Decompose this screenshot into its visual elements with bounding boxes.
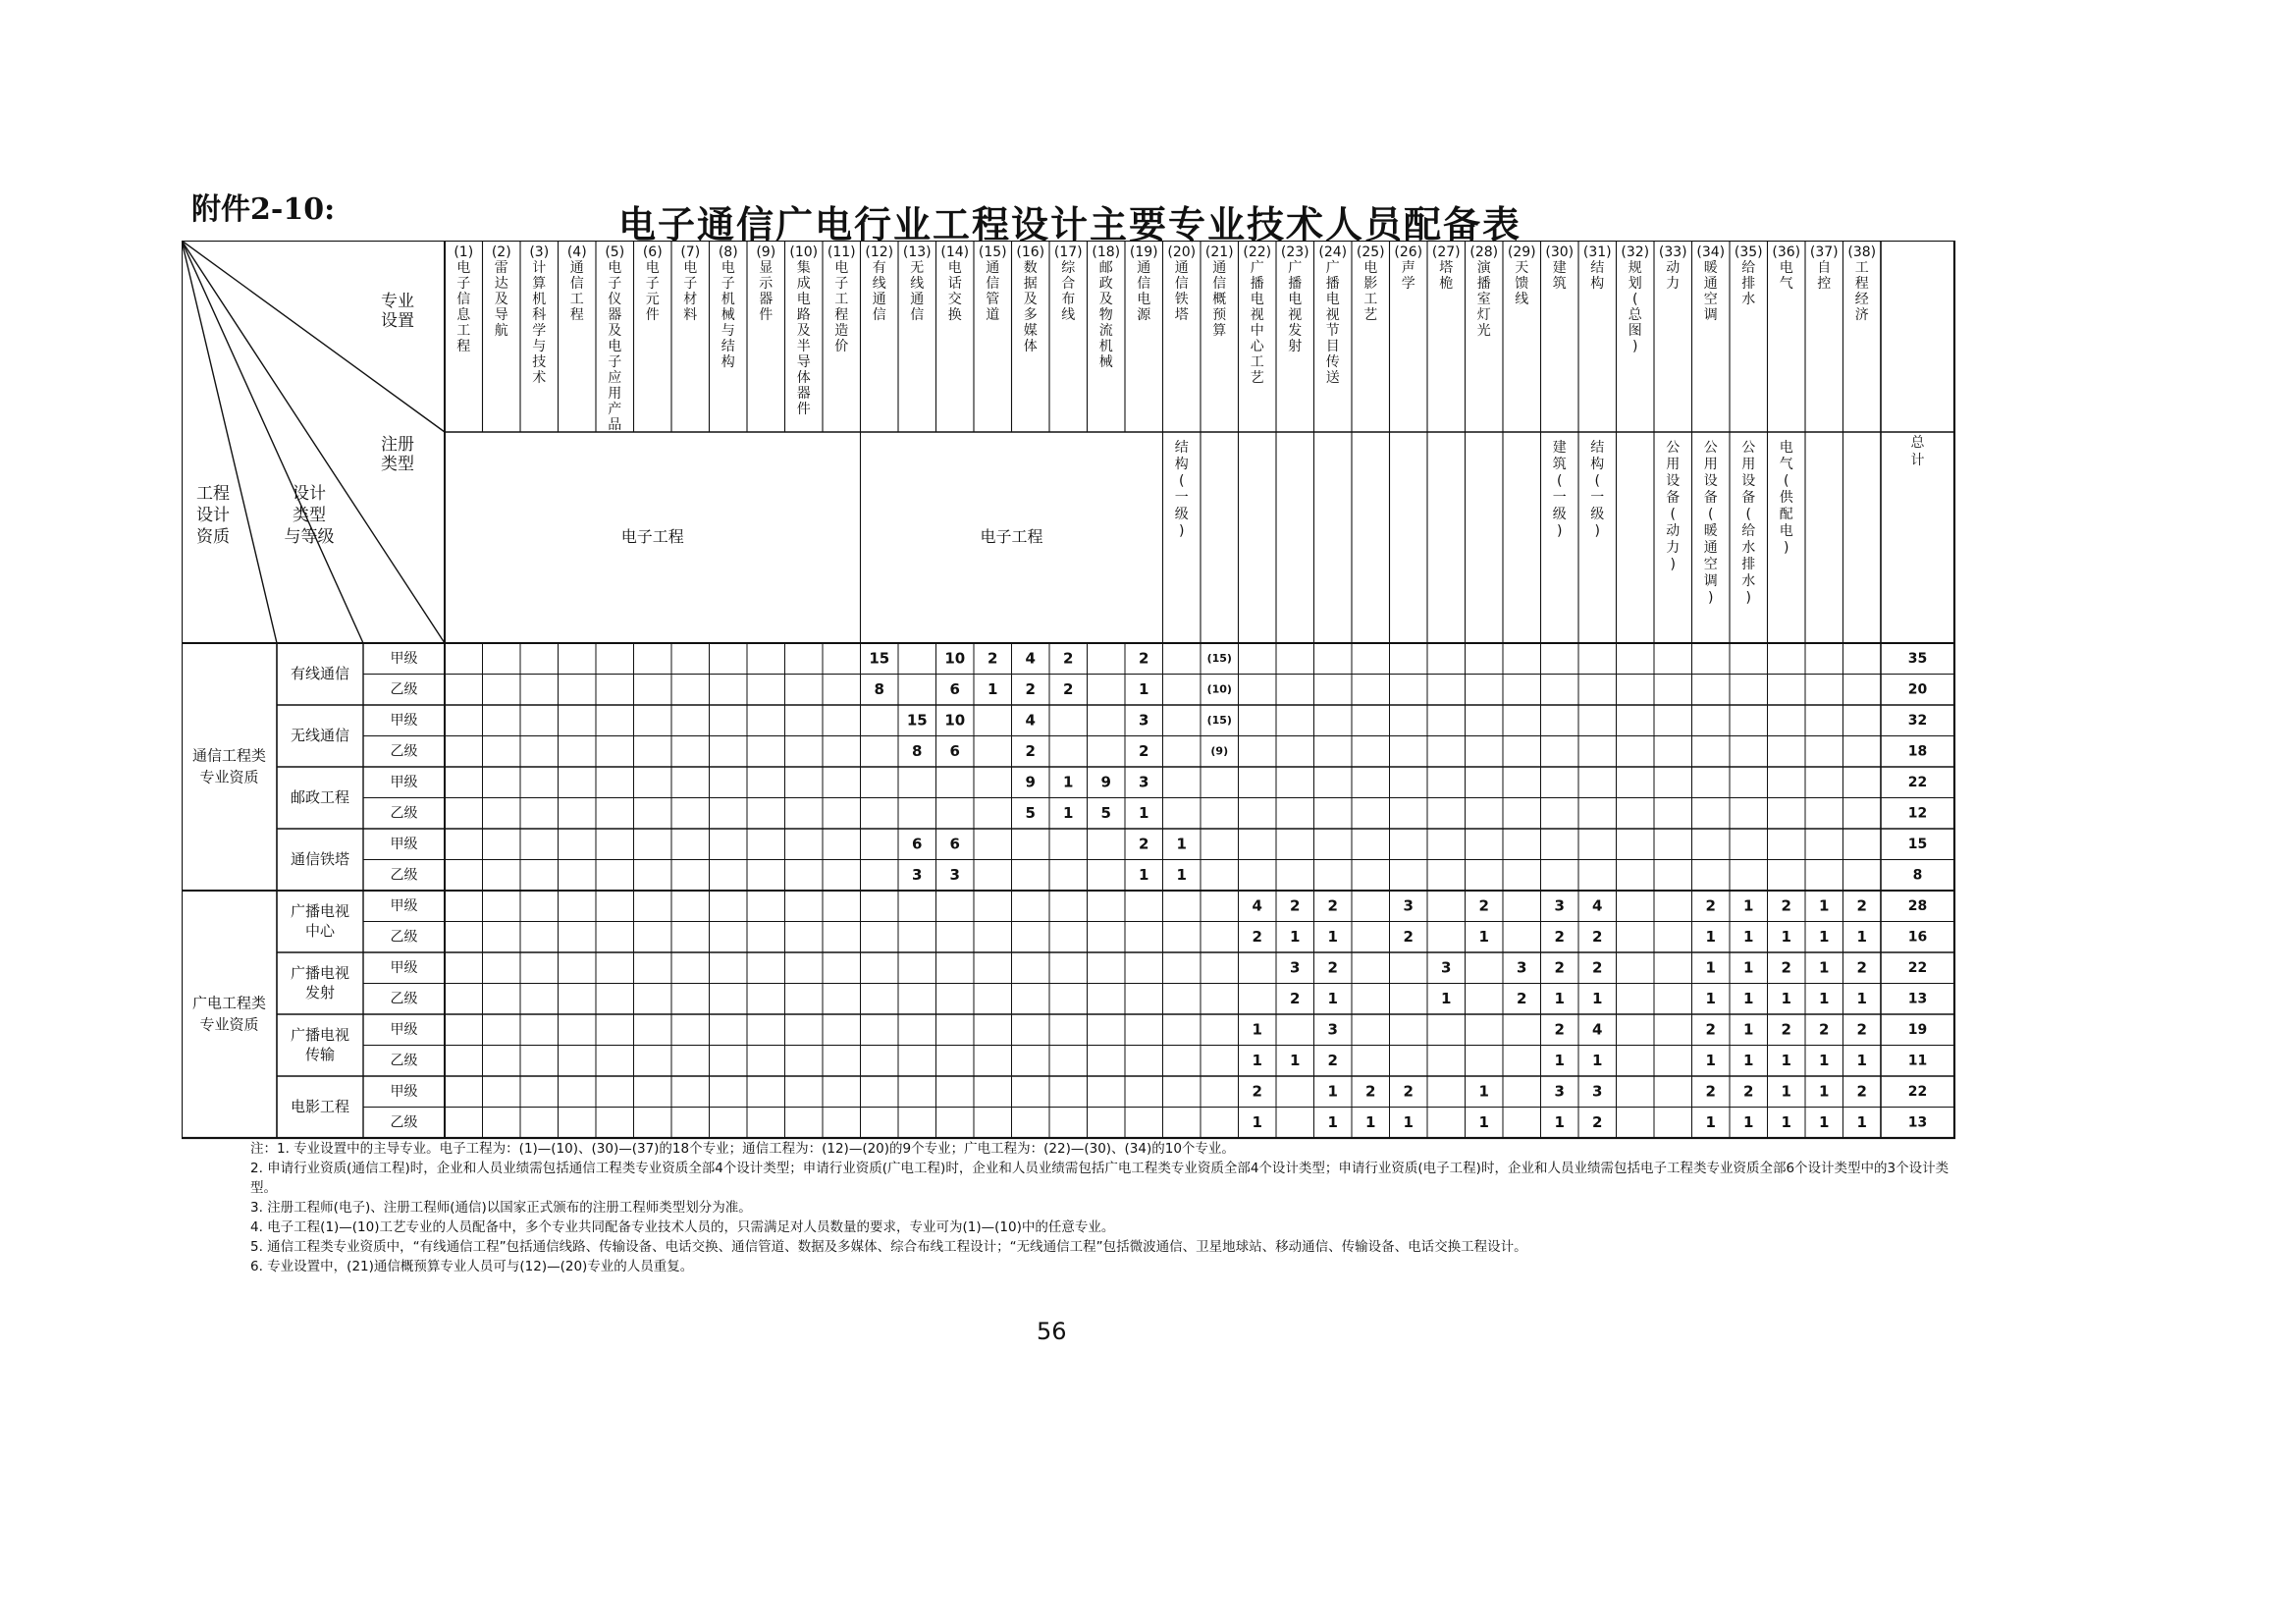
row-total: 13 [1907, 991, 1928, 1007]
cell-value: 15 [869, 649, 890, 668]
cell-value: 3 [1327, 1020, 1338, 1039]
cell-value: 2 [1592, 958, 1603, 977]
staffing-table [182, 241, 1958, 1144]
cell-value: 1 [1781, 989, 1791, 1007]
column-name: 广播电视节目传送 [1325, 260, 1340, 386]
cell-value: (15) [1206, 651, 1232, 665]
grade-label: 甲级 [390, 1083, 418, 1100]
design-type-name: 电影工程 [290, 1098, 350, 1115]
cell-value: (15) [1206, 713, 1232, 727]
column-name: 计算机科学与技术 [532, 260, 547, 386]
column-number: (16) [1016, 244, 1045, 260]
cell-value: 2 [1403, 927, 1414, 946]
column-name: 电子机械与结构 [721, 260, 735, 370]
cell-value: 2 [988, 649, 998, 668]
cell-value: 2 [1856, 1082, 1867, 1101]
design-type-name: 广播电视 [290, 1026, 350, 1044]
note-4: 4. 电子工程(1)—(10)工艺专业的人员配备中，多个专业共同配备专业技术人员的，只需满足对人员数量的要求，专业可为(1)—(10)中的任意专业。 [250, 1219, 1115, 1235]
note-3: 3. 注册工程师(电子)、注册工程师(通信)以国家正式颁布的注册工程师类型划分为准。 [250, 1200, 752, 1216]
grade-label: 甲级 [390, 836, 418, 852]
cell-value: (10) [1206, 682, 1232, 696]
cell-value: 1 [1781, 927, 1791, 946]
column-number: (20) [1167, 244, 1197, 260]
column-name: 电影工艺 [1363, 260, 1378, 323]
column-name: 自控 [1817, 260, 1832, 292]
cell-value: 4 [1252, 896, 1262, 915]
registration-label: 公用设备(给水排水) [1741, 440, 1756, 606]
cell-value: 1 [1592, 989, 1603, 1007]
column-number: (24) [1318, 244, 1348, 260]
cell-value: 1 [1554, 1112, 1565, 1131]
grade-label: 乙级 [390, 867, 418, 884]
cell-value: 2 [1592, 1112, 1603, 1131]
grade-label: 乙级 [390, 991, 418, 1007]
grade-label: 甲级 [390, 712, 418, 729]
column-name: 演播室灯光 [1476, 260, 1491, 339]
column-number: (23) [1280, 244, 1309, 260]
column-number: (6) [642, 244, 663, 260]
cell-value: 2 [1705, 1082, 1716, 1101]
column-name: 电子元件 [645, 260, 660, 323]
column-number: (31) [1582, 244, 1612, 260]
row-total: 22 [1907, 774, 1928, 790]
design-type-label: 设计 [293, 484, 326, 504]
cell-value: 6 [949, 741, 960, 760]
cell-value: 1 [1856, 1051, 1867, 1069]
cell-value: 2 [1781, 1020, 1791, 1039]
cell-value: 1 [1781, 1112, 1791, 1131]
column-name: 工程经济 [1854, 260, 1869, 323]
cell-value: 1 [1705, 958, 1716, 977]
specialty-setting-label: 专业 [381, 292, 414, 311]
column-number: (37) [1809, 244, 1839, 260]
cell-value: 2 [1478, 896, 1489, 915]
cell-value: 1 [1781, 1082, 1791, 1101]
column-number: (29) [1507, 244, 1536, 260]
design-type-name: 无线通信 [290, 727, 350, 744]
cell-value: 1 [1705, 1112, 1716, 1131]
cell-value: 1 [1743, 896, 1754, 915]
registration-label: 公用设备(暖通空调) [1703, 440, 1718, 606]
cell-value: 3 [1517, 958, 1527, 977]
row-total: 35 [1907, 650, 1928, 667]
column-number: (15) [978, 244, 1007, 260]
column-name: 通信工程 [569, 260, 584, 323]
grade-label: 乙级 [390, 929, 418, 946]
cell-value: 2 [1139, 835, 1149, 853]
cell-value: 1 [1819, 1082, 1830, 1101]
cell-value: 2 [1063, 679, 1074, 698]
cell-value: 1 [1856, 927, 1867, 946]
column-name: 结构 [1590, 260, 1605, 292]
corner-diagonal [182, 241, 363, 643]
cell-value: 2 [1139, 649, 1149, 668]
category-name: 广电工程类 [191, 994, 267, 1012]
column-number: (19) [1129, 244, 1158, 260]
cell-value: 1 [1290, 1051, 1301, 1069]
registration-type-label: 注册 [381, 435, 414, 455]
cell-value: 2 [1554, 1020, 1565, 1039]
cell-value: 2 [1025, 741, 1036, 760]
column-number: (8) [718, 244, 738, 260]
cell-value: 1 [1290, 927, 1301, 946]
cell-value: 2 [1290, 989, 1301, 1007]
cell-value: 1 [1403, 1112, 1414, 1131]
design-type-name: 有线通信 [290, 665, 350, 682]
design-type-name: 广播电视 [290, 964, 350, 982]
column-name: 显示器件 [759, 260, 774, 323]
cell-value: 3 [912, 865, 923, 884]
cell-value: 1 [1819, 896, 1830, 915]
cell-value: 1 [1176, 835, 1187, 853]
cell-value: 2 [1705, 896, 1716, 915]
row-total: 11 [1907, 1053, 1928, 1069]
grade-label: 乙级 [390, 805, 418, 822]
cell-value: 1 [1063, 803, 1074, 822]
cell-value: 1 [1252, 1020, 1262, 1039]
cell-value: 1 [988, 679, 998, 698]
row-total: 13 [1907, 1114, 1928, 1131]
cell-value: 3 [1139, 711, 1149, 730]
row-total: 22 [1907, 1083, 1928, 1100]
cell-value: 3 [949, 865, 960, 884]
cell-value: 6 [949, 835, 960, 853]
cell-value: 1 [1327, 1082, 1338, 1101]
cell-value: 4 [1592, 1020, 1603, 1039]
cell-value: 1 [1743, 989, 1754, 1007]
cell-value: 1 [1176, 865, 1187, 884]
grade-label: 乙级 [390, 743, 418, 760]
cell-value: 1 [1781, 1051, 1791, 1069]
column-name: 电话交换 [947, 260, 962, 323]
cell-value: 6 [912, 835, 923, 853]
column-number: (27) [1431, 244, 1461, 260]
column-name: 暖通空调 [1703, 260, 1718, 323]
row-total: 32 [1907, 712, 1928, 729]
column-number: (14) [940, 244, 970, 260]
cell-value: 2 [1705, 1020, 1716, 1039]
column-name: 电气 [1779, 260, 1793, 292]
cell-value: 2 [1327, 1051, 1338, 1069]
total-label: 总计 [1910, 435, 1925, 468]
cell-value: 2 [1063, 649, 1074, 668]
category-name-2: 专业资质 [199, 1015, 259, 1034]
cell-value: 2 [1290, 896, 1301, 915]
column-number: (38) [1847, 244, 1877, 260]
column-number: (18) [1092, 244, 1121, 260]
cell-value: (9) [1210, 744, 1229, 758]
column-name: 电子工程造价 [834, 260, 849, 354]
cell-value: 2 [1743, 1082, 1754, 1101]
grade-label: 甲级 [390, 1021, 418, 1038]
design-qualification-label: 工程 [196, 484, 230, 504]
design-type-label-2: 类型 [293, 506, 326, 525]
column-number: (25) [1356, 244, 1385, 260]
cell-value: 1 [1252, 1051, 1262, 1069]
cell-value: 1 [1819, 1112, 1830, 1131]
row-total: 12 [1907, 805, 1928, 822]
registration-label: 电气(供配电) [1779, 440, 1793, 556]
column-name: 通信电源 [1137, 260, 1151, 323]
column-number: (17) [1053, 244, 1083, 260]
column-number: (26) [1394, 244, 1423, 260]
column-number: (4) [566, 244, 587, 260]
cell-value: 1 [1819, 989, 1830, 1007]
column-number: (3) [529, 244, 550, 260]
cell-value: 1 [1743, 1051, 1754, 1069]
notes [250, 1139, 1958, 1276]
cell-value: 3 [1554, 896, 1565, 915]
category-name: 通信工程类 [191, 746, 267, 765]
column-name: 塔桅 [1439, 260, 1454, 292]
cell-value: 2 [1365, 1082, 1376, 1101]
cell-value: 15 [906, 711, 928, 730]
column-number: (33) [1658, 244, 1687, 260]
column-name: 广播电视发射 [1288, 260, 1303, 354]
cell-value: 8 [912, 741, 923, 760]
grade-label: 乙级 [390, 1053, 418, 1069]
cell-value: 9 [1025, 773, 1036, 791]
page-number: 56 [1037, 1318, 1067, 1345]
design-type-name: 通信铁塔 [290, 850, 350, 868]
design-type-label-3: 与等级 [284, 527, 335, 547]
page-title: 电子通信广电行业工程设计主要专业技术人员配备表 [618, 203, 1522, 246]
column-name: 天馈线 [1515, 260, 1529, 307]
cell-value: 1 [1478, 927, 1489, 946]
cell-value: 1 [1856, 1112, 1867, 1131]
cell-value: 2 [1592, 927, 1603, 946]
column-number: (1) [454, 244, 474, 260]
column-name: 综合布线 [1061, 260, 1076, 323]
cell-value: 1 [1327, 927, 1338, 946]
cell-value: 1 [1819, 1051, 1830, 1069]
column-name: 建筑 [1552, 260, 1567, 292]
column-number: (11) [827, 244, 856, 260]
cell-value: 2 [1517, 989, 1527, 1007]
column-number: (30) [1545, 244, 1575, 260]
column-name: 规划(总图) [1628, 260, 1642, 354]
column-number: (13) [902, 244, 932, 260]
category-name-2: 专业资质 [199, 768, 259, 786]
row-total: 16 [1907, 929, 1928, 946]
column-number: (9) [756, 244, 776, 260]
grade-label: 甲级 [390, 774, 418, 790]
cell-value: 5 [1100, 803, 1111, 822]
grade-label: 乙级 [390, 681, 418, 698]
cell-value: 2 [1554, 958, 1565, 977]
note-5: 5. 通信工程类专业资质中，“有线通信工程”包括通信线路、传输设备、电话交换、通信管道、数据及多媒体、综合布线工程设计；“无线通信工程”包括微波通信、卫星地球站、移动通信、传输设备、电话交换工程设计。 [250, 1239, 1527, 1255]
design-type-name-2: 发射 [304, 984, 336, 1001]
cell-value: 4 [1025, 649, 1036, 668]
cell-value: 2 [1252, 1082, 1262, 1101]
cell-value: 2 [1327, 958, 1338, 977]
cell-value: 2 [1819, 1020, 1830, 1039]
registration-label: 公用设备(动力) [1666, 440, 1681, 572]
corner-diagonal [182, 241, 277, 643]
row-total: 20 [1907, 681, 1928, 698]
cell-value: 2 [1139, 741, 1149, 760]
cell-value: 2 [1856, 958, 1867, 977]
cell-value: 1 [1743, 1112, 1754, 1131]
cell-value: 1 [1554, 1051, 1565, 1069]
cell-value: 1 [1478, 1082, 1489, 1101]
cell-value: 2 [1781, 896, 1791, 915]
cell-value: 2 [1252, 927, 1262, 946]
cell-value: 1 [1063, 773, 1074, 791]
annex-label: 附件2-10: [191, 192, 336, 227]
registration-type-label-2: 类型 [381, 455, 414, 474]
column-number: (5) [605, 244, 625, 260]
column-number: (32) [1621, 244, 1650, 260]
column-number: (2) [491, 244, 511, 260]
design-qualification-label-3: 资质 [196, 527, 230, 547]
cell-value: 2 [1554, 927, 1565, 946]
row-total: 18 [1907, 743, 1928, 760]
grade-label: 乙级 [390, 1114, 418, 1131]
cell-value: 3 [1441, 958, 1452, 977]
cell-value: 1 [1139, 865, 1149, 884]
column-name: 数据及多媒体 [1023, 260, 1038, 354]
grade-label: 甲级 [390, 650, 418, 667]
cell-value: 1 [1139, 679, 1149, 698]
column-number: (35) [1734, 244, 1763, 260]
registration-label: 建筑(一级) [1552, 440, 1567, 539]
cell-value: 3 [1554, 1082, 1565, 1101]
cell-value: 1 [1365, 1112, 1376, 1131]
column-number: (22) [1243, 244, 1272, 260]
design-type-name: 广播电视 [290, 902, 350, 920]
column-number: (12) [865, 244, 894, 260]
column-name: 集成电路及半导体器件 [796, 260, 811, 417]
column-number: (28) [1469, 244, 1499, 260]
design-type-name: 邮政工程 [290, 788, 350, 806]
cell-value: 10 [944, 649, 966, 668]
column-name: 无线通信 [910, 260, 925, 323]
registration-label: 结构(一级) [1590, 440, 1605, 539]
cell-value: 2 [1856, 1020, 1867, 1039]
cell-value: 1 [1705, 989, 1716, 1007]
grade-label: 甲级 [390, 897, 418, 914]
note-1: 注：1. 专业设置中的主导专业。电子工程为：(1)—(10)、(30)—(37)的18个专业；通信工程为：(12)—(20)的9个专业；广电工程为：(22)—(30)、(34)的10个专业。 [250, 1141, 1235, 1157]
cell-value: 1 [1743, 958, 1754, 977]
cell-value: 3 [1290, 958, 1301, 977]
cell-value: 2 [1781, 958, 1791, 977]
row-total: 8 [1912, 867, 1923, 884]
cell-value: 4 [1592, 896, 1603, 915]
cell-value: 1 [1252, 1112, 1262, 1131]
cell-value: 1 [1705, 1051, 1716, 1069]
column-name: 通信概预算 [1212, 260, 1227, 339]
design-qualification-label-2: 设计 [196, 506, 230, 525]
cell-value: 1 [1554, 989, 1565, 1007]
cell-value: 3 [1403, 896, 1414, 915]
cell-value: 1 [1743, 927, 1754, 946]
cell-value: 3 [1139, 773, 1149, 791]
cell-value: 1 [1139, 803, 1149, 822]
cell-value: 1 [1592, 1051, 1603, 1069]
cell-value: 2 [1403, 1082, 1414, 1101]
cell-value: 1 [1441, 989, 1452, 1007]
cell-value: 2 [1856, 896, 1867, 915]
row-total: 19 [1907, 1021, 1928, 1038]
column-number: (36) [1772, 244, 1801, 260]
row-total: 28 [1907, 897, 1928, 914]
column-name: 有线通信 [872, 260, 886, 323]
cell-value: 8 [874, 679, 884, 698]
column-name: 电子仪器及电子应用产品 [608, 260, 622, 433]
cell-value: 1 [1856, 989, 1867, 1007]
design-type-name-2: 中心 [304, 922, 336, 940]
column-name: 给排水 [1741, 260, 1756, 307]
registration-label: 电子工程 [980, 527, 1043, 546]
cell-value: 1 [1705, 927, 1716, 946]
cell-value: 1 [1327, 989, 1338, 1007]
note-2: 2. 申请行业资质(通信工程)时，企业和人员业绩需包括通信工程类专业资质全部4个设计类型；申请行业资质(广电工程)时，企业和人员业绩需包括广电工程类专业资质全部4个设计类型；申请行业资质(电子工程)时，企业和人员业绩需包括电子工程类专业资质全部6个设计类型中的3个设计类型。 [250, 1161, 1949, 1196]
cell-value: 1 [1327, 1112, 1338, 1131]
column-name: 广播电视中心工艺 [1250, 260, 1264, 386]
column-name: 电子材料 [683, 260, 698, 323]
row-total: 15 [1907, 836, 1928, 852]
cell-value: 1 [1819, 927, 1830, 946]
cell-value: 10 [944, 711, 966, 730]
corner-diagonal [182, 241, 445, 432]
cell-value: 5 [1025, 803, 1036, 822]
registration-label: 电子工程 [620, 527, 684, 546]
grade-label: 甲级 [390, 959, 418, 976]
cell-value: 9 [1100, 773, 1111, 791]
column-name: 邮政及物流机械 [1098, 260, 1113, 370]
column-name: 声学 [1401, 260, 1415, 292]
cell-value: 1 [1819, 958, 1830, 977]
column-name: 电子信息工程 [456, 260, 471, 354]
column-name: 通信管道 [986, 260, 1000, 323]
row-total: 22 [1907, 959, 1928, 976]
column-number: (10) [789, 244, 819, 260]
cell-value: 3 [1592, 1082, 1603, 1101]
column-name: 雷达及导航 [494, 260, 508, 339]
registration-label: 结构(一级) [1174, 440, 1189, 539]
cell-value: 1 [1478, 1112, 1489, 1131]
column-number: (7) [680, 244, 701, 260]
note-6: 6. 专业设置中，(21)通信概预算专业人员可与(12)—(20)专业的人员重复。 [250, 1259, 694, 1274]
specialty-setting-label-2: 设置 [381, 311, 414, 331]
cell-value: 2 [1327, 896, 1338, 915]
cell-value: 2 [1025, 679, 1036, 698]
column-name: 通信铁塔 [1174, 260, 1189, 323]
cell-value: 1 [1743, 1020, 1754, 1039]
column-number: (21) [1204, 244, 1234, 260]
cell-value: 6 [949, 679, 960, 698]
column-number: (34) [1696, 244, 1726, 260]
design-type-name-2: 传输 [304, 1046, 336, 1063]
cell-value: 4 [1025, 711, 1036, 730]
column-name: 动力 [1666, 260, 1681, 292]
